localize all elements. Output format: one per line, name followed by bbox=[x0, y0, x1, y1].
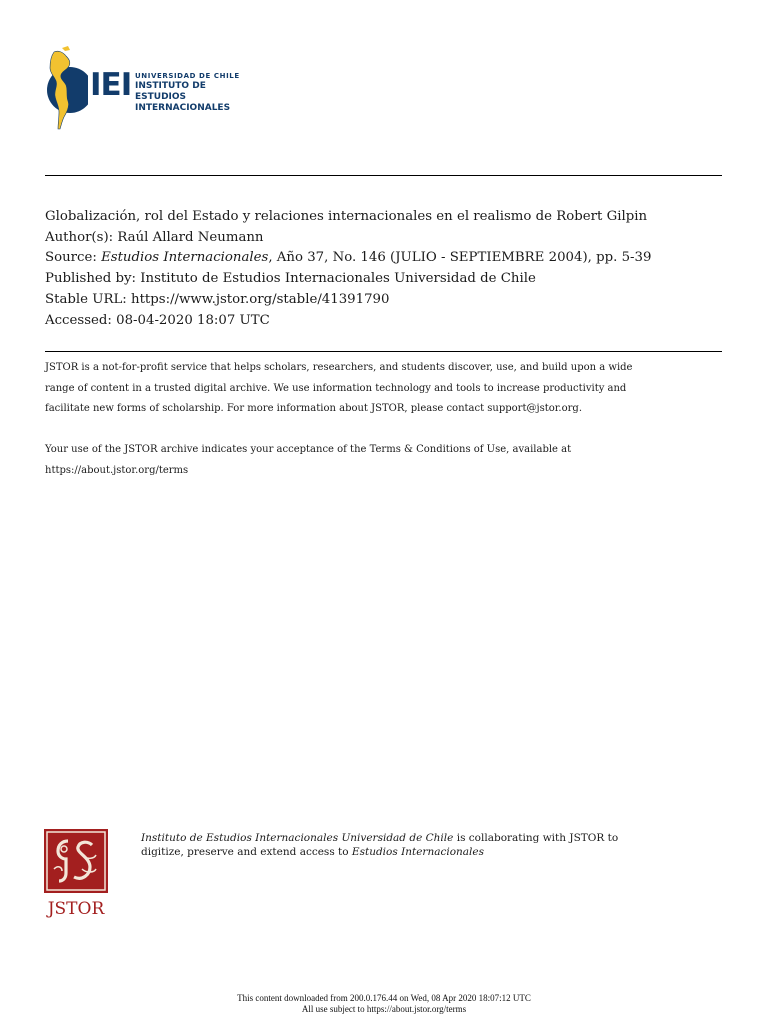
terms-line: Your use of the JSTOR archive indicates your acceptance of the Terms & Conditions of Use, available at bbox=[45, 444, 572, 455]
download-footer bbox=[0, 993, 768, 1014]
iei-letters: IEI bbox=[90, 67, 132, 103]
collab-institution: Instituto de Estudios Internacionales Universidad de Chile bbox=[141, 832, 454, 844]
author-label: Author(s): bbox=[45, 229, 118, 245]
collab-line-2 bbox=[141, 845, 731, 859]
jstor-notice-paragraph bbox=[45, 358, 725, 420]
collaboration-statement bbox=[141, 831, 731, 859]
notice-line: JSTOR is a not-for-profit service that helps scholars, researchers, and students discover, use, and build upon a wide bbox=[45, 362, 633, 373]
stable-url-line bbox=[45, 290, 725, 311]
jstor-logo bbox=[44, 829, 108, 921]
iei-logo bbox=[44, 44, 244, 130]
iei-line-university: UNIVERSIDAD DE CHILE bbox=[135, 72, 240, 80]
accessed-date: 08-04-2020 18:07 UTC bbox=[116, 312, 270, 328]
terms-paragraph bbox=[45, 440, 725, 481]
source-journal: Estudios Internacionales bbox=[101, 250, 269, 266]
collab-text-2: digitize, preserve and extend access to bbox=[141, 846, 352, 858]
source-line bbox=[45, 248, 725, 269]
source-label: Source: bbox=[45, 250, 102, 266]
citation-block bbox=[45, 207, 725, 331]
source-details: , Año 37, No. 146 (JULIO - SEPTIEMBRE 2004), pp. 5-39 bbox=[268, 250, 652, 266]
collab-line-1 bbox=[141, 831, 731, 845]
accessed-label: Accessed: bbox=[45, 312, 117, 328]
terms-link[interactable]: https://about.jstor.org/terms bbox=[45, 464, 189, 476]
collab-text: is collaborating with JSTOR to bbox=[453, 832, 619, 844]
jstor-emblem bbox=[44, 829, 108, 893]
iei-line-institute: INSTITUTO DE ESTUDIOS bbox=[135, 81, 206, 102]
top-divider bbox=[45, 175, 722, 176]
accessed-line bbox=[45, 311, 725, 332]
globe-icon bbox=[44, 44, 88, 130]
notice-line: facilitate new forms of scholarship. For more information about JSTOR, please contact support@jstor.org. bbox=[45, 403, 582, 414]
notice-line: range of content in a trusted digital archive. We use information technology and tools to increase productivity and bbox=[45, 382, 627, 394]
publisher-label: Published by: bbox=[45, 271, 141, 287]
author-name: Raúl Allard Neumann bbox=[117, 229, 264, 245]
footer-download-info: This content downloaded from 200.0.176.44 on Wed, 08 Apr 2020 18:07:12 UTC bbox=[237, 993, 531, 1003]
article-title: Globalización, rol del Estado y relaciones internacionales en el realismo de Robert Gilpin bbox=[45, 209, 648, 224]
iei-institution-text bbox=[135, 72, 244, 114]
jstor-wordmark: JSTOR bbox=[47, 899, 105, 919]
author-line bbox=[45, 228, 725, 249]
stable-url-label: Stable URL: bbox=[45, 291, 131, 307]
collab-journal: Estudios Internacionales bbox=[351, 846, 485, 858]
iei-line-international: INTERNACIONALES bbox=[135, 103, 231, 113]
footer-terms: All use subject to https://about.jstor.org/terms bbox=[301, 1003, 467, 1014]
publisher-name: Instituto de Estudios Internacionales Universidad de Chile bbox=[140, 271, 536, 287]
middle-divider bbox=[45, 351, 722, 352]
stable-url-link[interactable]: https://www.jstor.org/stable/41391790 bbox=[131, 291, 390, 307]
publisher-line bbox=[45, 269, 725, 290]
jstor-emblem-icon bbox=[44, 829, 108, 893]
